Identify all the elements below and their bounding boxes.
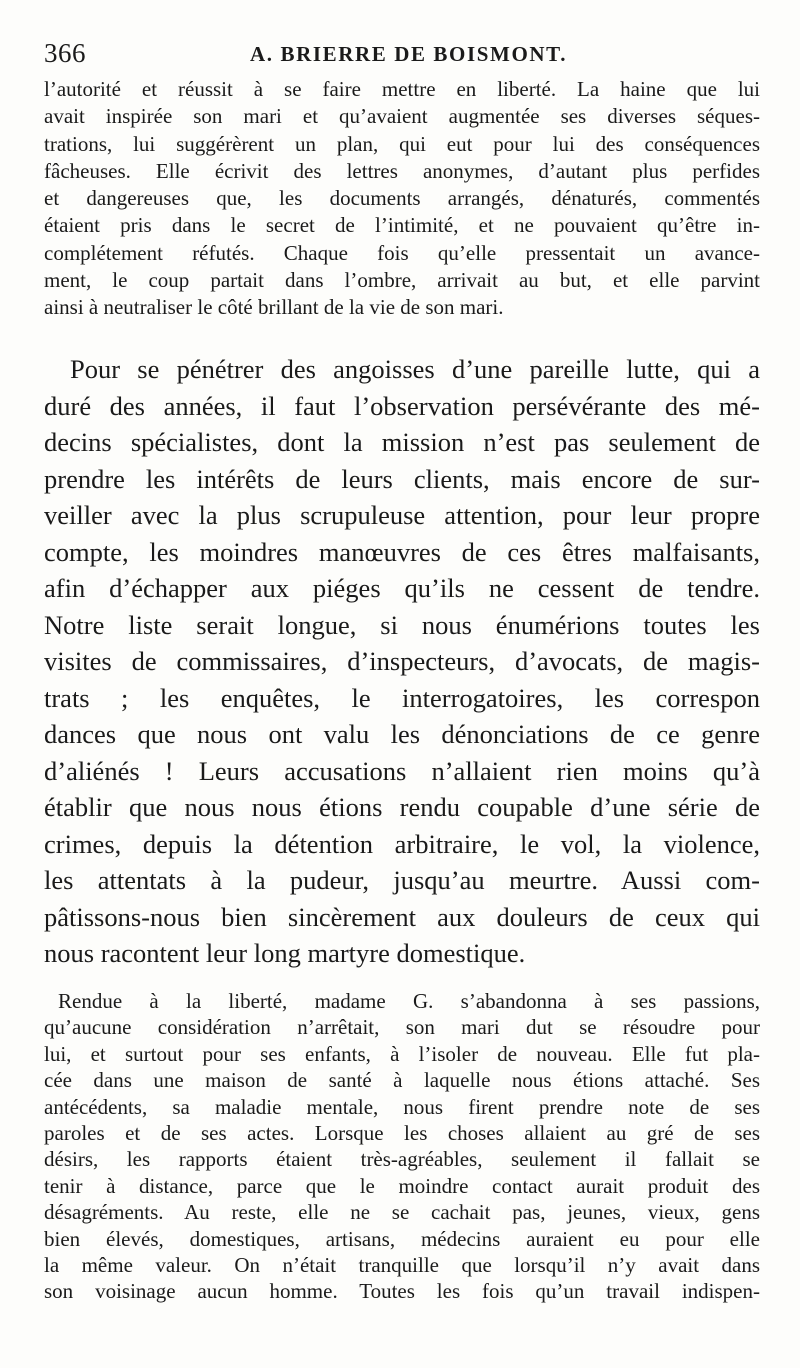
page-header — [0, 0, 800, 80]
text-line: qu’aucune considération n’arrêtait, son mari dut se résoudre pour — [44, 1015, 760, 1040]
text-line: duré des années, il faut l’observation persévérante des mé- — [44, 390, 760, 421]
text-line: afin d’échapper aux piéges qu’ils ne cessent de tendre. — [44, 573, 760, 603]
text-line: tenir à distance, parce que le moindre contact aurait produit des — [44, 1173, 760, 1198]
text-line: d’aliénés ! Leurs accusations n’allaient rien moins qu’à — [44, 755, 760, 786]
text-line: bien élevés, domestiques, artisans, médecins auraient eu pour elle — [44, 1226, 760, 1251]
text-line: fâcheuses. Elle écrivit des lettres anonymes, d’autant plus perfides — [44, 158, 760, 183]
text-line: ment, le coup partait dans l’ombre, arrivait au but, et elle parvint — [44, 268, 760, 293]
text-line: decins spécialistes, dont la mission n’est pas seulement de — [44, 427, 760, 457]
text-line: complétement réfutés. Chaque fois qu’elle pressentait un avance- — [44, 240, 760, 265]
text-line: compte, les moindres manœuvres de ces êtres malfaisants, — [44, 536, 760, 567]
running-head: A. BRIERRE DE BOISMONT. — [250, 42, 568, 66]
paragraph-1 — [44, 76, 760, 322]
text-line: visites de commissaires, d’inspecteurs, d’avocats, de magis- — [44, 646, 760, 676]
text-line: ainsi à neutraliser le côté brillant de la vie de son mari. — [44, 295, 504, 320]
text-line: Rendue à la liberté, madame G. s’abandonna à ses passions, — [58, 989, 760, 1013]
text-line: avait inspirée son mari et qu’avaient augmentée ses diverses séques- — [44, 104, 760, 129]
text-line: pâtissons-nous bien sincèrement aux douleurs de ceux qui — [44, 901, 760, 932]
text-line: désagréments. Au reste, elle ne se cachait pas, jeunes, vieux, gens — [44, 1200, 760, 1225]
paragraph-3 — [44, 988, 760, 1305]
text-line: crimes, depuis la détention arbitraire, le vol, la violence, — [44, 828, 760, 859]
text-line: trations, lui suggérèrent un plan, qui eut pour lui des conséquences — [44, 131, 760, 156]
text-line: nous racontent leur long martyre domestique. — [44, 938, 526, 968]
text-line: antécédents, sa maladie mentale, nous firent prendre note de ses — [44, 1094, 760, 1119]
paragraph-2 — [44, 351, 760, 972]
text-line: son voisinage aucun homme. Toutes les fois qu’un travail indispen- — [44, 1279, 760, 1304]
text-line: la même valeur. On n’était tranquille que lorsqu’il n’y avait dans — [44, 1253, 760, 1278]
text-line: trats ; les enquêtes, le interrogatoires, les correspon — [44, 682, 760, 713]
text-line: paroles et de ses actes. Lorsque les choses allaient au gré de ses — [44, 1121, 760, 1146]
text-line: Notre liste serait longue, si nous énumérions toutes les — [44, 609, 760, 640]
text-line: l’autorité et réussit à se faire mettre en liberté. La haine que lui — [44, 77, 760, 101]
text-line: veiller avec la plus scrupuleuse attention, pour leur propre — [44, 500, 760, 530]
text-line: Pour se pénétrer des angoisses d’une pareille lutte, qui a — [70, 354, 760, 384]
text-line: étaient pris dans le secret de l’intimité, et ne pouvaient qu’être in- — [44, 213, 760, 238]
text-line: dances que nous ont valu les dénonciations de ce genre — [44, 719, 760, 749]
text-line: et dangereuses que, les documents arrangés, dénaturés, commentés — [44, 186, 760, 211]
text-line: lui, et surtout pour ses enfants, à l’isoler de nouveau. Elle fut pla- — [44, 1041, 760, 1066]
page-number: 366 — [44, 38, 86, 68]
text-line: prendre les intérêts de leurs clients, mais encore de sur- — [44, 463, 760, 494]
text-line: établir que nous nous étions rendu coupable d’une série de — [44, 792, 760, 822]
text-line: cée dans une maison de santé à laquelle nous étions attaché. Ses — [44, 1068, 760, 1093]
text-line: les attentats à la pudeur, jusqu’au meurtre. Aussi com- — [44, 865, 760, 895]
text-line: désirs, les rapports étaient très-agréables, seulement il fallait se — [44, 1147, 760, 1172]
